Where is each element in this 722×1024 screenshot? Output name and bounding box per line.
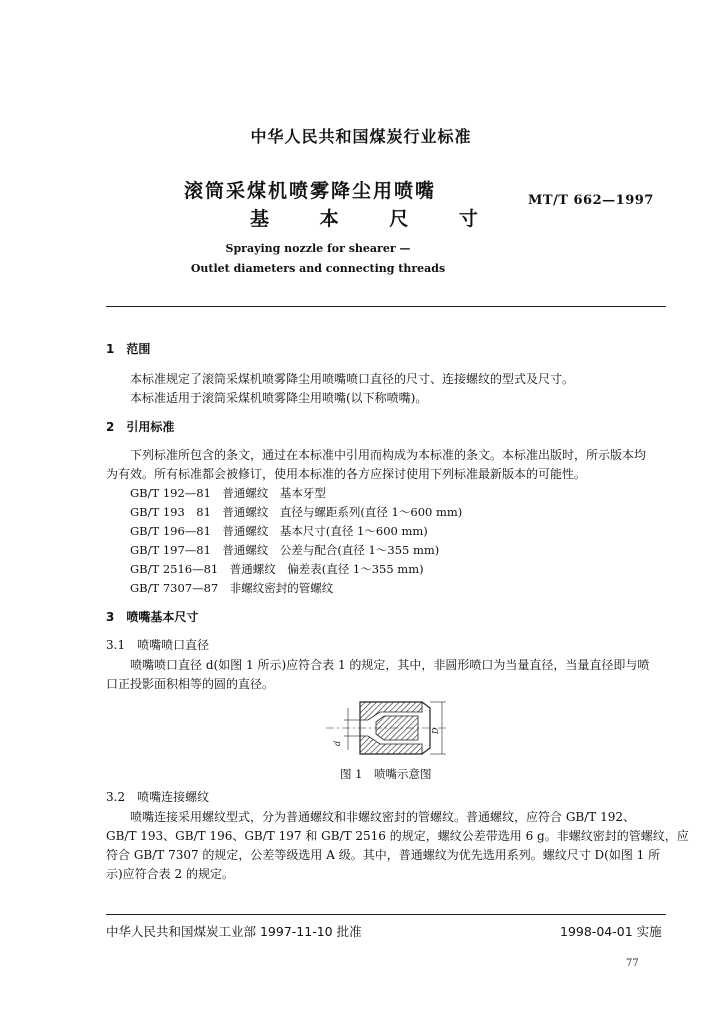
- document-title-line1: 滚筒采煤机喷雾降尘用喷嘴: [184, 180, 437, 202]
- standard-number: MT/T 662—1997: [528, 193, 654, 208]
- figure-label-D: D: [431, 727, 440, 734]
- reference-item: GB/T 193 81 普通螺纹 直径与螺距系列(直径 1～600 mm): [130, 505, 463, 519]
- section-1-paragraph-2: 本标准适用于滚筒采煤机喷雾降尘用喷嘴(以下称喷嘴)。: [130, 391, 428, 405]
- section-3-1-heading: 3.1 喷嘴喷口直径: [106, 638, 210, 652]
- section-3-2-line3: 符合 GB/T 7307 的规定，公差等级选用 A 级。其中，普通螺纹为优先选用系列。螺纹尺寸 D(如图 1 所: [106, 848, 661, 862]
- reference-item: GB/T 196—81 普通螺纹 基本尺寸(直径 1～600 mm): [130, 524, 428, 538]
- section-3-2-line2: GB/T 193、GB/T 196、GB/T 197 和 GB/T 2516 的规定，螺纹公差带选用 6 g。非螺纹密封的管螺纹，应: [106, 829, 689, 843]
- reference-item: GB/T 192—81 普通螺纹 基本牙型: [130, 486, 326, 500]
- footer-divider: [106, 914, 666, 915]
- english-title-line2: Outlet diameters and connecting threads: [190, 262, 446, 275]
- section-2-paragraph-line2: 为有效。所有标准都会被修订，使用本标准的各方应探讨使用下列标准最新版本的可能性。: [106, 467, 587, 481]
- section-3-1-line2: 口正投影面积相等的圆的直径。: [106, 677, 275, 691]
- section-2-paragraph-line1: 下列标准所包含的条文，通过在本标准中引用而构成为本标准的条文。本标准出版时，所示版本均: [130, 448, 647, 462]
- issuing-organization: 中华人民共和国煤炭行业标准: [250, 127, 472, 146]
- page-number: 77: [626, 958, 639, 969]
- section-3-2-line4: 示)应符合表 2 的规定。: [106, 867, 234, 881]
- reference-item: GB/T 2516—81 普通螺纹 偏差表(直径 1～355 mm): [130, 562, 424, 576]
- nozzle-diagram: [322, 694, 452, 762]
- reference-item: GB/T 197—81 普通螺纹 公差与配合(直径 1～355 mm): [130, 543, 440, 557]
- section-2-heading: 2 引用标准: [106, 420, 175, 434]
- section-1-paragraph-1: 本标准规定了滚筒采煤机喷雾降尘用喷嘴喷口直径的尺寸、连接螺纹的型式及尺寸。: [130, 372, 575, 386]
- figure-1-caption: 图 1 喷嘴示意图: [340, 767, 432, 781]
- section-3-2-heading: 3.2 喷嘴连接螺纹: [106, 790, 210, 804]
- reference-item: GB/T 7307—87 非螺纹密封的管螺纹: [130, 581, 334, 595]
- section-3-heading: 3 喷嘴基本尺寸: [106, 610, 199, 624]
- section-1-heading: 1 范围: [106, 342, 151, 356]
- implementation-date: 1998-04-01 实施: [560, 924, 662, 939]
- approval-statement: 中华人民共和国煤炭工业部 1997-11-10 批准: [106, 924, 362, 939]
- section-3-2-line1: 喷嘴连接采用螺纹型式，分为普通螺纹和非螺纹密封的管螺纹。普通螺纹，应符合 GB/T 192、: [130, 810, 635, 824]
- figure-label-d: d: [333, 740, 342, 746]
- english-title-line1: Spraying nozzle for shearer —: [225, 242, 411, 255]
- document-title-line2: 基 本 尺 寸: [250, 208, 500, 230]
- header-divider: [106, 306, 666, 307]
- section-3-1-line1: 喷嘴喷口直径 d(如图 1 所示)应符合表 1 的规定，其中，非圆形喷口为当量直径，当量直径即与喷: [130, 658, 650, 672]
